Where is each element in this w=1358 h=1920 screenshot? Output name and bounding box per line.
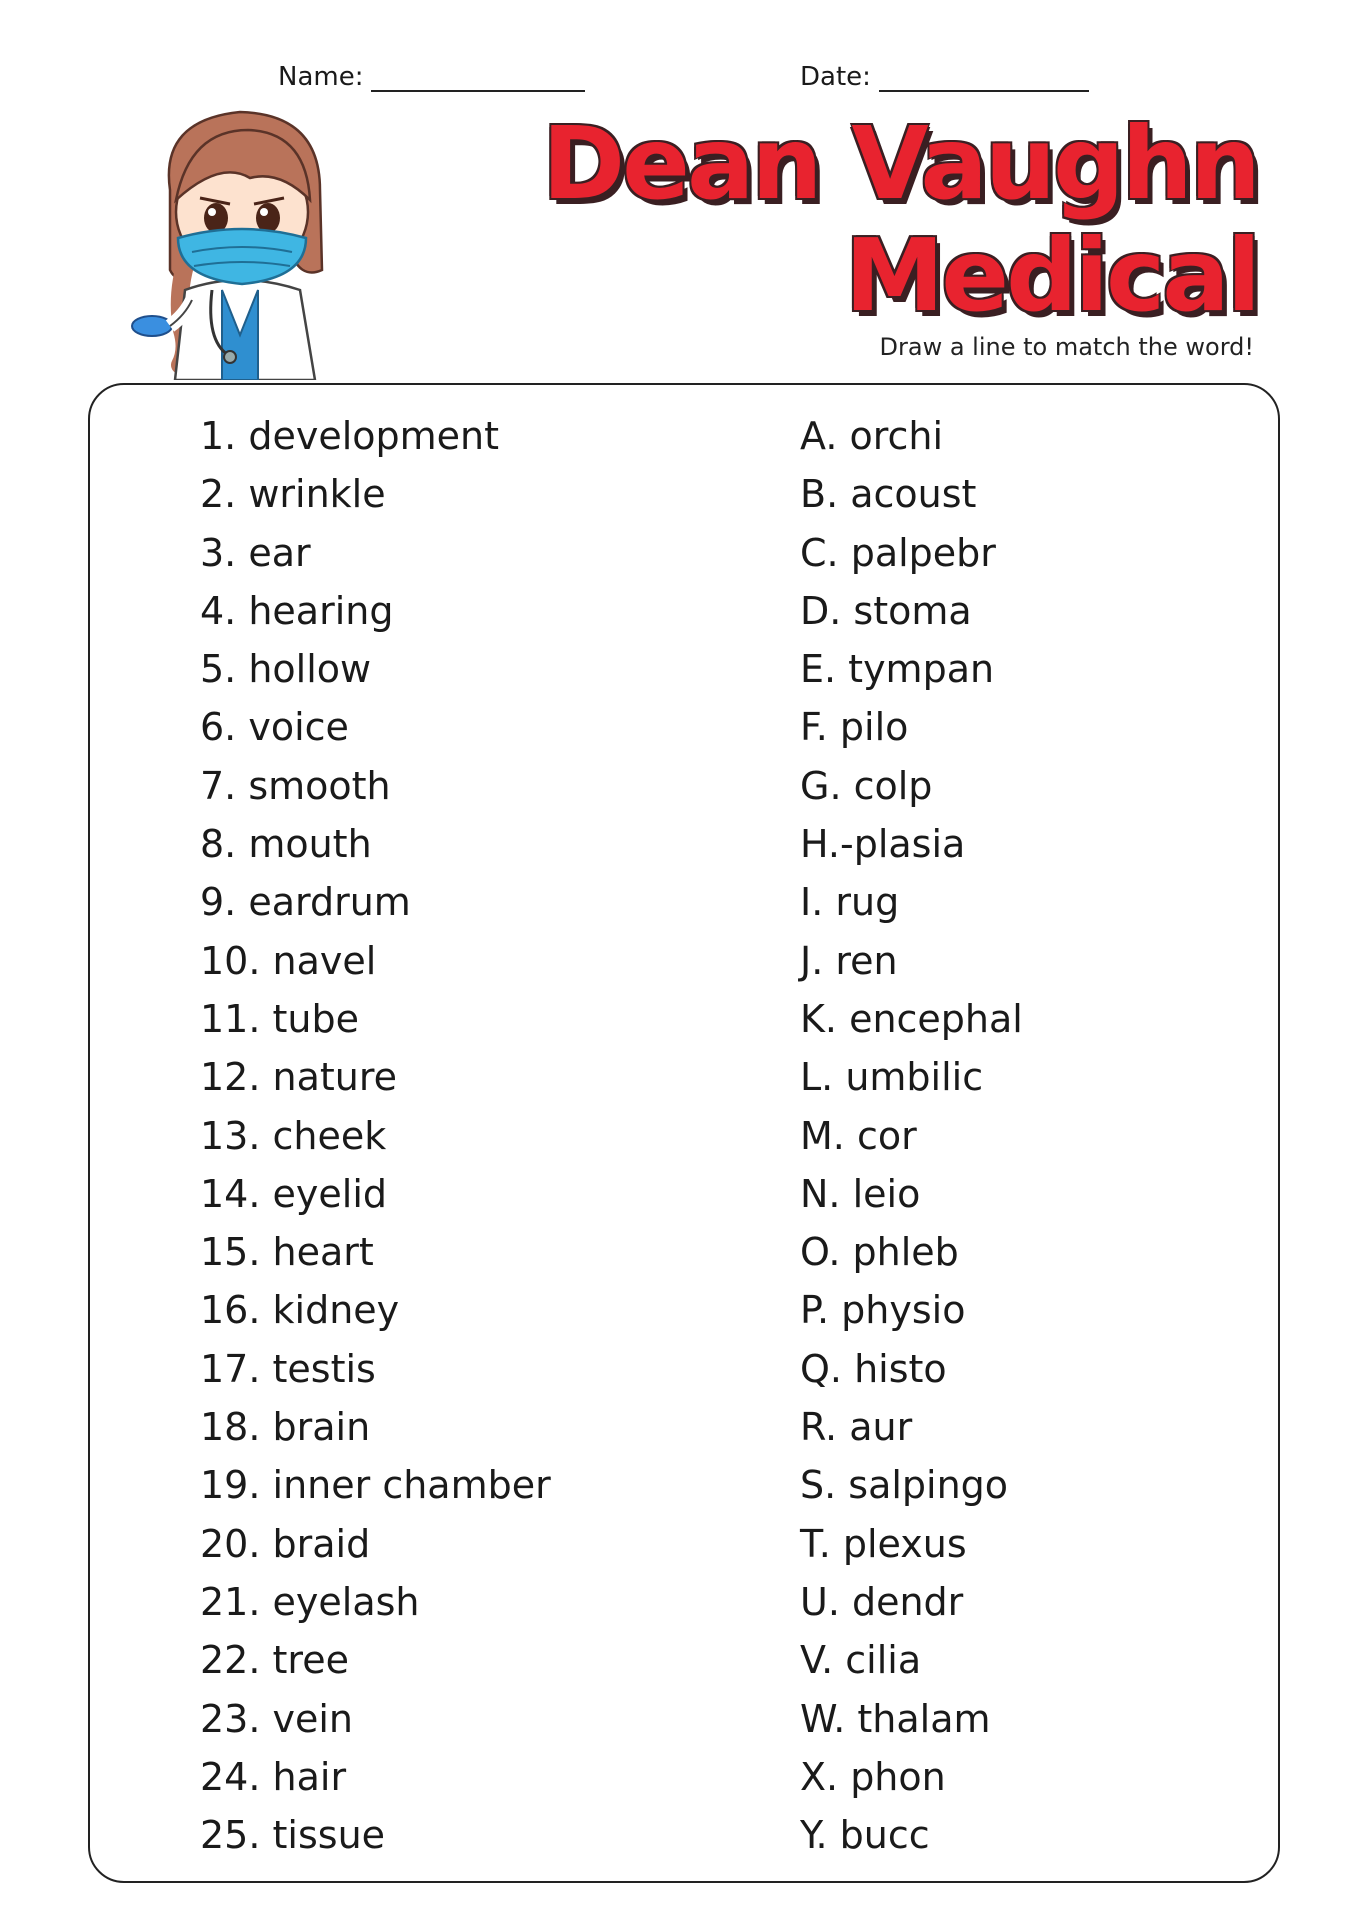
date-blank-line[interactable] [879, 66, 1089, 92]
root-item[interactable]: N. leio [800, 1171, 921, 1216]
word-item[interactable]: 3. ear [200, 530, 311, 575]
word-item[interactable]: 7. smooth [200, 763, 391, 808]
word-item[interactable]: 2. wrinkle [200, 472, 386, 517]
root-item[interactable]: E. tympan [800, 647, 995, 692]
worksheet-title [542, 105, 1258, 334]
date-field[interactable] [800, 62, 1089, 92]
word-item[interactable]: 17. testis [200, 1346, 376, 1391]
instruction-text: Draw a line to match the word! [879, 333, 1254, 361]
root-item[interactable]: B. acoust [800, 472, 977, 517]
name-label: Name: [278, 62, 364, 92]
word-item[interactable]: 19. inner chamber [200, 1463, 551, 1508]
root-item[interactable]: A. orchi [800, 414, 944, 458]
word-item[interactable]: 1. development [200, 414, 500, 458]
word-item[interactable]: 21. eyelash [200, 1579, 420, 1624]
word-item[interactable]: 13. cheek [200, 1113, 387, 1158]
date-label: Date: [800, 62, 871, 92]
root-item[interactable]: H.-plasia [800, 822, 966, 867]
word-item[interactable]: 16. kidney [200, 1288, 400, 1333]
name-field[interactable] [278, 62, 585, 92]
word-item[interactable]: 9. eardrum [200, 880, 411, 925]
root-item[interactable]: O. phleb [800, 1230, 959, 1275]
root-item[interactable]: I. rug [800, 880, 900, 925]
root-item[interactable]: L. umbilic [800, 1055, 984, 1100]
word-item[interactable]: 12. nature [200, 1055, 398, 1100]
word-item[interactable]: 18. brain [200, 1405, 371, 1450]
root-item[interactable]: G. colp [800, 763, 933, 808]
root-item[interactable]: F. pilo [800, 705, 909, 750]
word-item[interactable]: 5. hollow [200, 647, 372, 692]
root-item[interactable]: D. stoma [800, 588, 972, 633]
root-item[interactable]: R. aur [800, 1405, 913, 1450]
root-item[interactable]: P. physio [800, 1288, 966, 1333]
word-item[interactable]: 24. hair [200, 1754, 347, 1799]
word-item[interactable]: 20. braid [200, 1521, 371, 1566]
word-item[interactable]: 6. voice [200, 705, 349, 750]
name-blank-line[interactable] [371, 66, 585, 92]
word-item[interactable]: 4. hearing [200, 588, 394, 633]
word-item[interactable]: 15. heart [200, 1230, 374, 1275]
root-item[interactable]: Y. bucc [800, 1813, 930, 1858]
word-list [200, 407, 551, 1864]
root-list [800, 407, 1023, 1864]
root-item[interactable]: X. phon [800, 1754, 946, 1799]
word-item[interactable]: 14. eyelid [200, 1171, 387, 1216]
title-line-2: Medical [844, 217, 1258, 334]
title-line-1: Dean Vaughn [542, 105, 1258, 222]
word-item[interactable]: 25. tissue [200, 1813, 386, 1858]
root-item[interactable]: J. ren [800, 938, 898, 983]
word-item[interactable]: 11. tube [200, 996, 359, 1041]
root-item[interactable]: W. thalam [800, 1696, 991, 1741]
word-item[interactable]: 8. mouth [200, 822, 372, 867]
word-item[interactable]: 10. navel [200, 938, 377, 983]
root-item[interactable]: K. encephal [800, 996, 1023, 1041]
root-item[interactable]: S. salpingo [800, 1463, 1009, 1508]
doctor-mascot-icon [130, 100, 360, 380]
root-item[interactable]: C. palpebr [800, 530, 996, 575]
root-item[interactable]: U. dendr [800, 1579, 964, 1624]
root-item[interactable]: Q. histo [800, 1346, 947, 1391]
root-item[interactable]: T. plexus [800, 1521, 967, 1566]
root-item[interactable]: M. cor [800, 1113, 917, 1158]
matching-panel [88, 383, 1280, 1883]
root-item[interactable]: V. cilia [800, 1638, 922, 1683]
word-item[interactable]: 23. vein [200, 1696, 354, 1741]
word-item[interactable]: 22. tree [200, 1638, 349, 1683]
